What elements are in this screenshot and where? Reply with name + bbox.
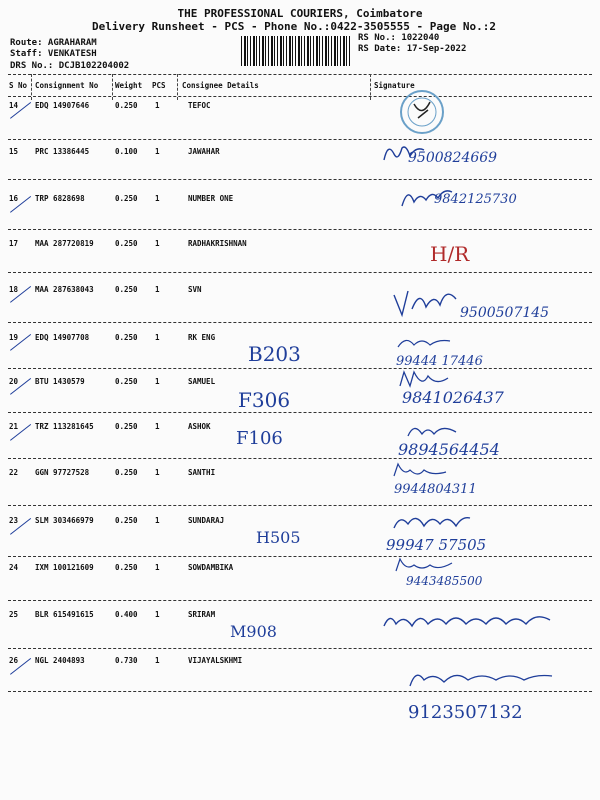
column-header-signature: Signature [374, 81, 415, 90]
column-header-consignment: Consignment No [35, 81, 99, 90]
row-consignment: SLM 303466979 [35, 516, 94, 525]
row-consignee: RK ENG [188, 333, 216, 342]
row-consignee: SUNDARAJ [188, 516, 225, 525]
signature-scribble [390, 460, 450, 482]
signature-scribble [394, 333, 454, 353]
row-pcs: 1 [155, 239, 160, 248]
row-consignee: TEFOC [188, 101, 211, 110]
row-pcs: 1 [155, 101, 160, 110]
row-sno: 22 [9, 468, 19, 477]
column-header-consignee: Consignee Details [182, 81, 259, 90]
column-divider [31, 74, 32, 100]
row-weight: 0.250 [115, 468, 138, 477]
row-weight: 0.250 [115, 239, 138, 248]
row-separator [8, 648, 592, 649]
staff-label: Staff: VENKATESH [10, 49, 97, 59]
row-separator [8, 139, 592, 140]
row-separator [8, 505, 592, 506]
row-sno: 21 [9, 422, 19, 431]
row-consignee: VIJAYALSKHMI [188, 656, 243, 665]
row-pcs: 1 [155, 377, 160, 386]
handwritten-flat-number: B203 [248, 342, 301, 366]
handwritten-phone: 9944804311 [394, 482, 477, 497]
row-consignment: PRC 13386445 [35, 147, 90, 156]
row-consignment: IXM 100121609 [35, 563, 94, 572]
row-consignee: SANTHI [188, 468, 216, 477]
row-separator [8, 412, 592, 413]
row-sno: 26 [9, 656, 19, 665]
row-separator [8, 556, 592, 557]
row-consignment: MAA 287638043 [35, 285, 94, 294]
row-consignee: NUMBER ONE [188, 194, 234, 203]
row-sno: 18 [9, 285, 19, 294]
barcode [241, 36, 351, 66]
route-label: Route: AGRAHARAM [10, 38, 97, 48]
row-weight: 0.250 [115, 194, 138, 203]
row-consignee: SOWDAMBIKA [188, 563, 234, 572]
header-top-rule [8, 74, 592, 75]
row-weight: 0.250 [115, 377, 138, 386]
column-header-sno: S No [9, 81, 28, 90]
rs-date: RS Date: 17-Sep-2022 [358, 44, 467, 54]
rs-number: RS No.: 1022040 [358, 33, 440, 43]
document-title: THE PROFESSIONAL COURIERS, Coimbatore [177, 7, 423, 20]
row-pcs: 1 [155, 563, 160, 572]
row-sno: 20 [9, 377, 19, 386]
handwritten-phone: 9123507132 [408, 702, 523, 723]
row-consignment: MAA 287720819 [35, 239, 94, 248]
handwritten-phone: 9894564454 [398, 440, 500, 459]
handwritten-status: H/R [430, 242, 470, 266]
row-consignment: EDQ 14907708 [35, 333, 90, 342]
row-separator [8, 322, 592, 323]
column-divider [370, 74, 371, 100]
column-divider [177, 74, 178, 100]
handwritten-flat-number: F106 [236, 428, 283, 449]
row-consignee: RADHAKRISHNAN [188, 239, 247, 248]
row-separator [8, 368, 592, 369]
row-consignee: SAMUEL [188, 377, 216, 386]
row-sno: 15 [9, 147, 19, 156]
handwritten-phone: 99947 57505 [386, 536, 487, 554]
row-pcs: 1 [155, 333, 160, 342]
column-header-weight: Weight [115, 81, 143, 90]
row-consignee: SVN [188, 285, 202, 294]
row-sno: 25 [9, 610, 19, 619]
row-separator [8, 691, 592, 692]
row-sno: 17 [9, 239, 19, 248]
row-separator [8, 179, 592, 180]
row-sno: 14 [9, 101, 19, 110]
row-weight: 0.730 [115, 656, 138, 665]
handwritten-phone: 9500507145 [460, 305, 550, 321]
handwritten-flat-number: F306 [238, 388, 291, 412]
row-consignment: TRZ 113281645 [35, 422, 94, 431]
row-consignment: GGN 97727528 [35, 468, 90, 477]
handwritten-phone: 99444 17446 [396, 354, 483, 369]
row-consignment: BLR 615491615 [35, 610, 94, 619]
handwritten-phone: 9841026437 [402, 388, 504, 407]
row-pcs: 1 [155, 516, 160, 525]
column-divider [112, 74, 113, 100]
document-subtitle: Delivery Runsheet - PCS - Phone No.:0422-3505555 - Page No.:2 [92, 20, 496, 33]
handwritten-phone: 9842125730 [434, 192, 517, 207]
row-separator [8, 229, 592, 230]
row-separator [8, 272, 592, 273]
company-stamp [398, 88, 446, 136]
row-consignee: ASHOK [188, 422, 211, 431]
row-pcs: 1 [155, 422, 160, 431]
row-sno: 16 [9, 194, 19, 203]
row-pcs: 1 [155, 194, 160, 203]
row-weight: 0.100 [115, 147, 138, 156]
row-consignee: JAWAHAR [188, 147, 220, 156]
row-pcs: 1 [155, 285, 160, 294]
row-weight: 0.250 [115, 333, 138, 342]
row-pcs: 1 [155, 468, 160, 477]
header-bottom-rule [8, 96, 592, 97]
column-header-pcs: PCS [152, 81, 166, 90]
row-separator [8, 458, 592, 459]
row-weight: 0.250 [115, 563, 138, 572]
row-sno: 19 [9, 333, 19, 342]
row-weight: 0.250 [115, 516, 138, 525]
handwritten-flat-number: H505 [256, 528, 301, 547]
row-weight: 0.400 [115, 610, 138, 619]
row-consignment: NGL 2404893 [35, 656, 85, 665]
row-pcs: 1 [155, 610, 160, 619]
row-pcs: 1 [155, 656, 160, 665]
row-consignment: BTU 1430579 [35, 377, 85, 386]
row-weight: 0.250 [115, 101, 138, 110]
row-consignee: SRIRAM [188, 610, 216, 619]
signature-scribble [406, 664, 556, 692]
row-sno: 24 [9, 563, 19, 572]
row-sno: 23 [9, 516, 19, 525]
handwritten-flat-number: M908 [230, 622, 277, 641]
row-separator [8, 600, 592, 601]
signature-scribble [396, 368, 452, 390]
row-weight: 0.250 [115, 285, 138, 294]
signature-scribble [390, 508, 474, 536]
signature-scribble [380, 606, 560, 636]
row-consignment: TRP 6828698 [35, 194, 85, 203]
signature-scribble [390, 285, 460, 321]
row-weight: 0.250 [115, 422, 138, 431]
signature-scribble [404, 420, 460, 442]
handwritten-phone: 9443485500 [406, 574, 483, 588]
row-consignment: EDQ 14907646 [35, 101, 90, 110]
row-pcs: 1 [155, 147, 160, 156]
handwritten-phone: 9500824669 [408, 150, 498, 166]
drs-number: DRS No.: DCJB102204002 [10, 61, 130, 71]
